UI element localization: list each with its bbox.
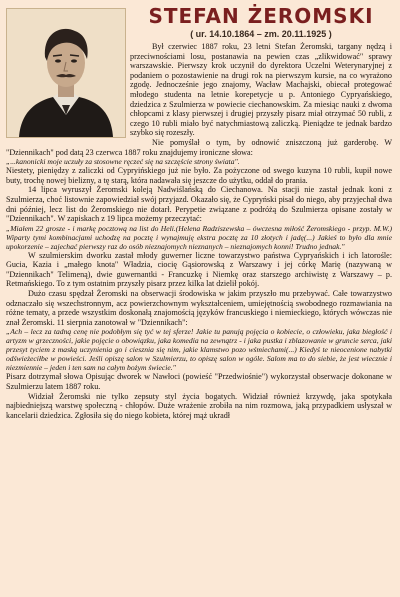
paragraph: Widział Żeromski nie tylko zepsuty styl życia bogatych. Widział również krzywdę, jaka spotykała najbiedniejszą warstwę społeczną - chłopów. Duże wrażenie zrobiła na nim rozmowa, jaką przypadkiem usłyszał w kancelarii dziedzica. Zgłosiła się do niego kobieta, której mąż ukradł [6, 391, 392, 420]
paragraph: Nie pomyślał o tym, by odnowić zniszczoną już garderobę. W "Dziennikach" pod datą 23 czerwca 1887 roku znajdujemy ironiczne słowa: [6, 137, 392, 157]
paragraph: Pisarz dotrzymał słowa Opisując dworek w Nawłoci (powieść "Przedwiośnie") wykorzystał obserwacje dokonane w Szulmierzu latem 1887 roku. [6, 372, 392, 392]
paragraph: 14 lipca wyruszył Żeromski koleją Nadwiślańską do Ciechanowa. Na stacji nie zastał jednak koni z Szulmierza, choć listownie zapowiedział swój przyjazd. Okazało się, że Cypryński pisał do niego, aby przyjechał dwa dni później, lecz list do Żeromskiego nie dotarł. Perypetie związane z podróżą do Szulmierza opisane zostały w "Dziennikach". W zapiskach z 19 lipca możemy przeczytać: [6, 185, 392, 224]
quote: „...kanonicki moje uczuły za stosowne ręczeć się na szczęście strony świata". [6, 157, 240, 167]
paragraph: Był czerwiec 1887 roku, 23 letni Stefan Żeromski, targany nędzą i przeciwnościami losu, postanawia na pewien czas „zlikwidować" sprawy warszawskie. Pierwszy krok uczynił do dyrektora Uczelni Weterynaryjnej z podaniem o pozostawienie na drugi rok na pierwszym kursie, na co wyrażono zgodę. Jednocześnie jego znajomy, Wacław Machajski, obiecał protegować młodego studenta na letnie korepetycje u p. Antoniego Cypryańskiego, dziedzica z Szulmierza w powiecie ciechanowskim. Za miesiąc nauki z dwoma chłopcami z klasy pierwszej i drugiej przyszły pisarz miał otrzymać 50 rubli, z czego 10 rubli miało być natychmiastową zaliczką. Pieniądze te jednak bardzo szybko się rozeszły. [130, 42, 392, 138]
paragraph: Niestety, pieniędzy z zaliczki od Cypryińskiego już nie było. Za pożyczone od swego kuzyna 10 rubli, kupił nowe buty, trochę nowej bielizny, a tę starą, która nadawała się jeszcze do użytku, oddał do prania. [6, 166, 392, 185]
paragraph: Dużo czasu spędzał Żeromski na obserwacji środowiska w jakim przyszło mu przebywać. Całe towarzystwo odznaczało się wszechstronnym, acz powierzchownym wykształceniem, umiejętnością swobodnego rozmawiania na różne tematy, a przede wszystkim doskonałą znajomością języków francuskiego i niemieckiego, których wówczas nie znał Żeromski. 11 sierpnia zanotował w "Dziennikach": [6, 289, 392, 327]
paragraph: W szulmierskim dworku zastał młody guwerner liczne towarzystwo państwa Cypryańskich i ich latorośle: Gucia, Kazia i „małego knota" Władzia, ciocię Gąsiorowską z Warszawy i jej córkę Marię (nazywaną w "Dziennikach" Telimeną), dwie guwernantki - Francuzkę i Niemkę oraz starszego archiwistę z Warszawy – p. Retmańskiego. To z tym ostatnim przyszły pisarz przez kilka lat dzielił pokój. [6, 250, 392, 289]
quote: „Ach – lecz za tadną cenę nie podobłym się tyć w tej sferze! Jakie tu panują pojęcia o kobiecie, o człowieku, jaka biegłość i artyzm w grzeczności, jakie pojęcie o obowiązku, jaka komedia na zewnątrz - i jaka pustka i zblazowanie w gruncie serca, jaki przesyt tyciem z maską uczynienia go i ciesznia się nim, jakie klamstwo pozo wśmiechami(...) Kiedyś te nieocenione nabytki odświeżeciłbe w powieści. Jeśli opiszę salon w Szulmierzu, to opiszę salon w ogóle. Salom ma to do siebie, że jest wieczniе i niezmiennie – jeden i ten sam na całym bożym świecie." [6, 327, 392, 373]
page-title: STEFAN ŻEROMSKI [148, 4, 374, 28]
article-body [6, 42, 392, 420]
quote: „Miałem 22 grosze - i markę pocztową na list do Heli.(Helena Radziszewska – ówczesna miłość Żeromskiego - przyp. M.W.) Wiparty tymi kombinacjami uchodzę na pocztę i wynajmuję ekstra pocztę za 10 złotych i jadę(...) Jakieś to było dla mnie upokorzenie – zajechać pierwszy raz do osób nieznajomych nieznanych – nieznajomych konni! Trudno jednak." [6, 223, 392, 251]
life-dates: ( ur. 14.10.1864 – zm. 20.11.1925 ) [190, 29, 332, 39]
portrait-spacer [6, 42, 130, 142]
